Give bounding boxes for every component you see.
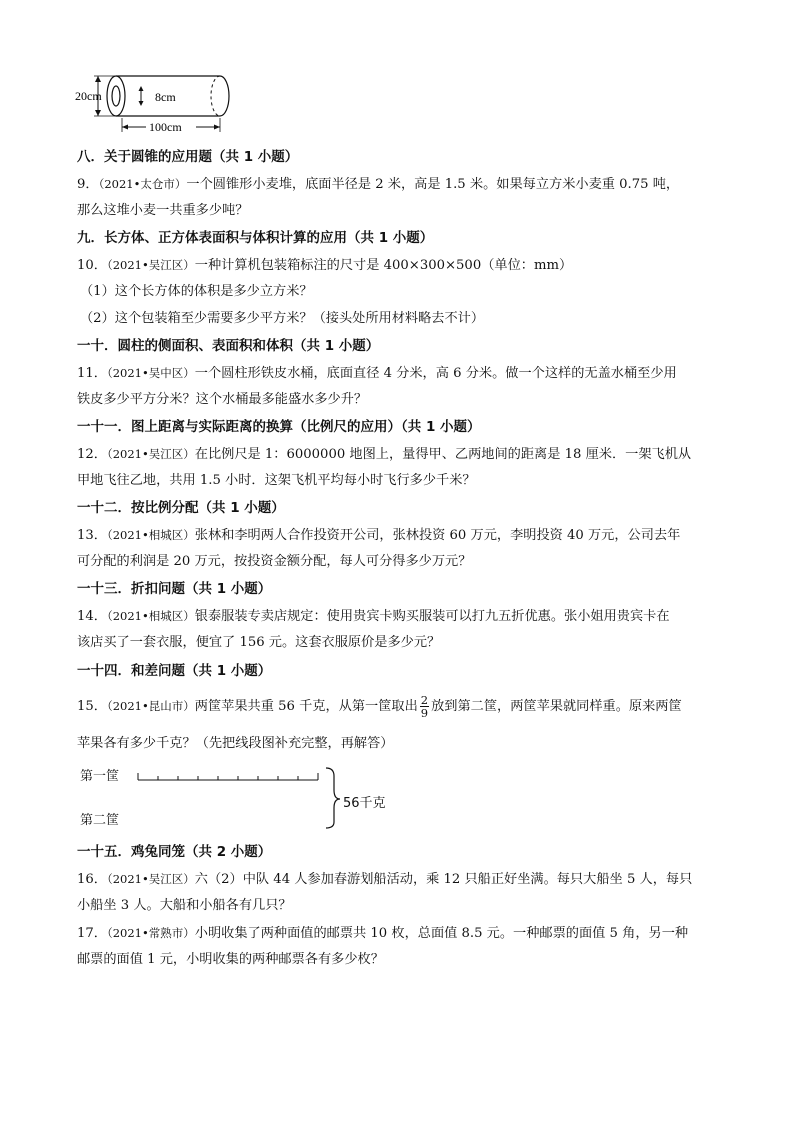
segment-ticks bbox=[138, 773, 318, 780]
problem-number: 9． bbox=[77, 177, 99, 192]
problem-16-line-1 bbox=[77, 870, 692, 889]
fraction-two-ninths bbox=[420, 694, 429, 719]
problem-text: 银泰服装专卖店规定：使用贵宾卡购买服装可以打九五折优惠。张小姐用贵宾卡在 bbox=[194, 609, 670, 624]
section-heading-15: 一十五．鸡兔同笼（共 2 小题） bbox=[77, 844, 272, 860]
problem-text: 小明收集了两种面值的邮票共 10 枚，总面值 8.5 元。一种邮票的面值 5 角，另一种 bbox=[194, 926, 689, 941]
label-second-basket: 第二筐 bbox=[80, 813, 120, 828]
problem-10-line-1 bbox=[77, 256, 572, 275]
problem-11-line-1 bbox=[77, 364, 677, 383]
section-heading-14: 一十四．和差问题（共 1 小题） bbox=[77, 663, 272, 679]
brace bbox=[326, 768, 340, 828]
problem-14-line-2: 该店买了一套衣服，便宜了 156 元。这套衣服原价是多少元？ bbox=[77, 635, 441, 650]
section-heading-11: 一十一．图上距离与实际距离的换算（比例尺的应用）（共 1 小题） bbox=[77, 419, 481, 435]
problem-source: （2021•吴江区） bbox=[106, 258, 195, 272]
problem-17-line-1 bbox=[77, 924, 688, 943]
problem-9-line-2: 那么这堆小麦一共重多少吨？ bbox=[77, 203, 249, 218]
problem-14-line-1 bbox=[77, 607, 670, 626]
problem-13-line-1 bbox=[77, 526, 680, 545]
problem-text: 一个圆锥形小麦堆，底面半径是 2 米，高是 1.5 米。如果每立方米小麦重 0.75 吨， bbox=[186, 177, 680, 192]
problem-source: （2021•常熟市） bbox=[106, 926, 195, 940]
problem-source: （2021•吴中区） bbox=[106, 366, 195, 380]
section-heading-12: 一十二．按比例分配（共 1 小题） bbox=[77, 500, 285, 516]
problem-number: 14． bbox=[77, 609, 107, 624]
problem-text: 在比例尺是 1：6000000 地图上，量得甲、乙两地间的距离是 18 厘米．一架飞机从 bbox=[194, 447, 692, 462]
section-heading-10: 一十．圆柱的侧面积、表面积和体积（共 1 小题） bbox=[77, 338, 380, 354]
problem-text: 一种计算机包装箱标注的尺寸是 400×300×500（单位：mm） bbox=[194, 258, 573, 273]
problem-13-line-2: 可分配的利润是 20 万元，按投资金额分配，每人可分得多少万元？ bbox=[77, 554, 472, 569]
section-heading-13: 一十三．折扣问题（共 1 小题） bbox=[77, 581, 272, 597]
problem-source: （2021•相城区） bbox=[106, 609, 195, 623]
fraction-numerator: 2 bbox=[420, 693, 429, 707]
problem-number: 17． bbox=[77, 926, 107, 941]
label-height: 20cm bbox=[75, 89, 102, 103]
pipe-figure bbox=[72, 70, 242, 140]
segment-diagram bbox=[134, 766, 354, 830]
problem-10-sub-2: （2）这个包装箱至少需要多少平方米？（接头处所用材料略去不计） bbox=[80, 311, 485, 326]
problem-16-line-2: 小船坐 3 人。大船和小船各有几只？ bbox=[77, 898, 292, 913]
label-total-weight: 56千克 bbox=[343, 796, 386, 811]
problem-text: 两筐苹果共重 56 千克，从第一筐取出 bbox=[194, 699, 418, 714]
problem-9-line-1 bbox=[77, 175, 679, 194]
problem-text: 一个圆柱形铁皮水桶，底面直径 4 分米，高 6 分米。做一个这样的无盖水桶至少用 bbox=[194, 366, 677, 381]
problem-source: （2021•相城区） bbox=[106, 528, 195, 542]
problem-source: （2021•昆山市） bbox=[106, 699, 195, 713]
problem-15-line-1 bbox=[77, 693, 682, 720]
problem-text: 六（2）中队 44 人参加春游划船活动，乘 12 只船正好坐满。每只大船坐 5 人，每只 bbox=[194, 872, 693, 887]
label-length: 100cm bbox=[149, 120, 182, 134]
problem-source: （2021•吴江区） bbox=[106, 872, 195, 886]
problem-number: 11． bbox=[77, 366, 107, 381]
problem-number: 10． bbox=[77, 258, 107, 273]
problem-11-line-2: 铁皮多少平方分米？这个水桶最多能盛水多少升？ bbox=[77, 392, 368, 407]
section-heading-9: 九．长方体、正方体表面积与体积计算的应用（共 1 小题） bbox=[77, 230, 434, 246]
problem-12-line-1 bbox=[77, 445, 691, 464]
problem-number: 15． bbox=[77, 699, 107, 714]
problem-number: 16． bbox=[77, 872, 107, 887]
problem-10-sub-1: （1）这个长方体的体积是多少立方米？ bbox=[80, 284, 313, 299]
problem-number: 13． bbox=[77, 528, 107, 543]
label-first-basket: 第一筐 bbox=[80, 769, 120, 784]
problem-17-line-2: 邮票的面值 1 元，小明收集的两种邮票各有多少枚？ bbox=[77, 952, 384, 967]
problem-source: （2021•吴江区） bbox=[106, 447, 195, 461]
problem-12-line-2: 甲地飞往乙地，共用 1.5 小时．这架飞机平均每小时飞行多少千米？ bbox=[77, 473, 476, 488]
section-heading-8: 八．关于圆锥的应用题（共 1 小题） bbox=[77, 149, 299, 165]
problem-15-line-2: 苹果各有多少千克？（先把线段图补充完整，再解答） bbox=[77, 736, 394, 751]
fraction-denominator: 9 bbox=[420, 706, 429, 720]
problem-text: 张林和李明两人合作投资开公司，张林投资 60 万元，李明投资 40 万元，公司去年 bbox=[194, 528, 681, 543]
label-inner-diameter: 8cm bbox=[155, 90, 176, 104]
problem-number: 12． bbox=[77, 447, 107, 462]
problem-source: （2021•太仓市） bbox=[98, 177, 187, 191]
problem-text: 放到第二筐，两筐苹果就同样重。原来两筐 bbox=[431, 699, 682, 714]
